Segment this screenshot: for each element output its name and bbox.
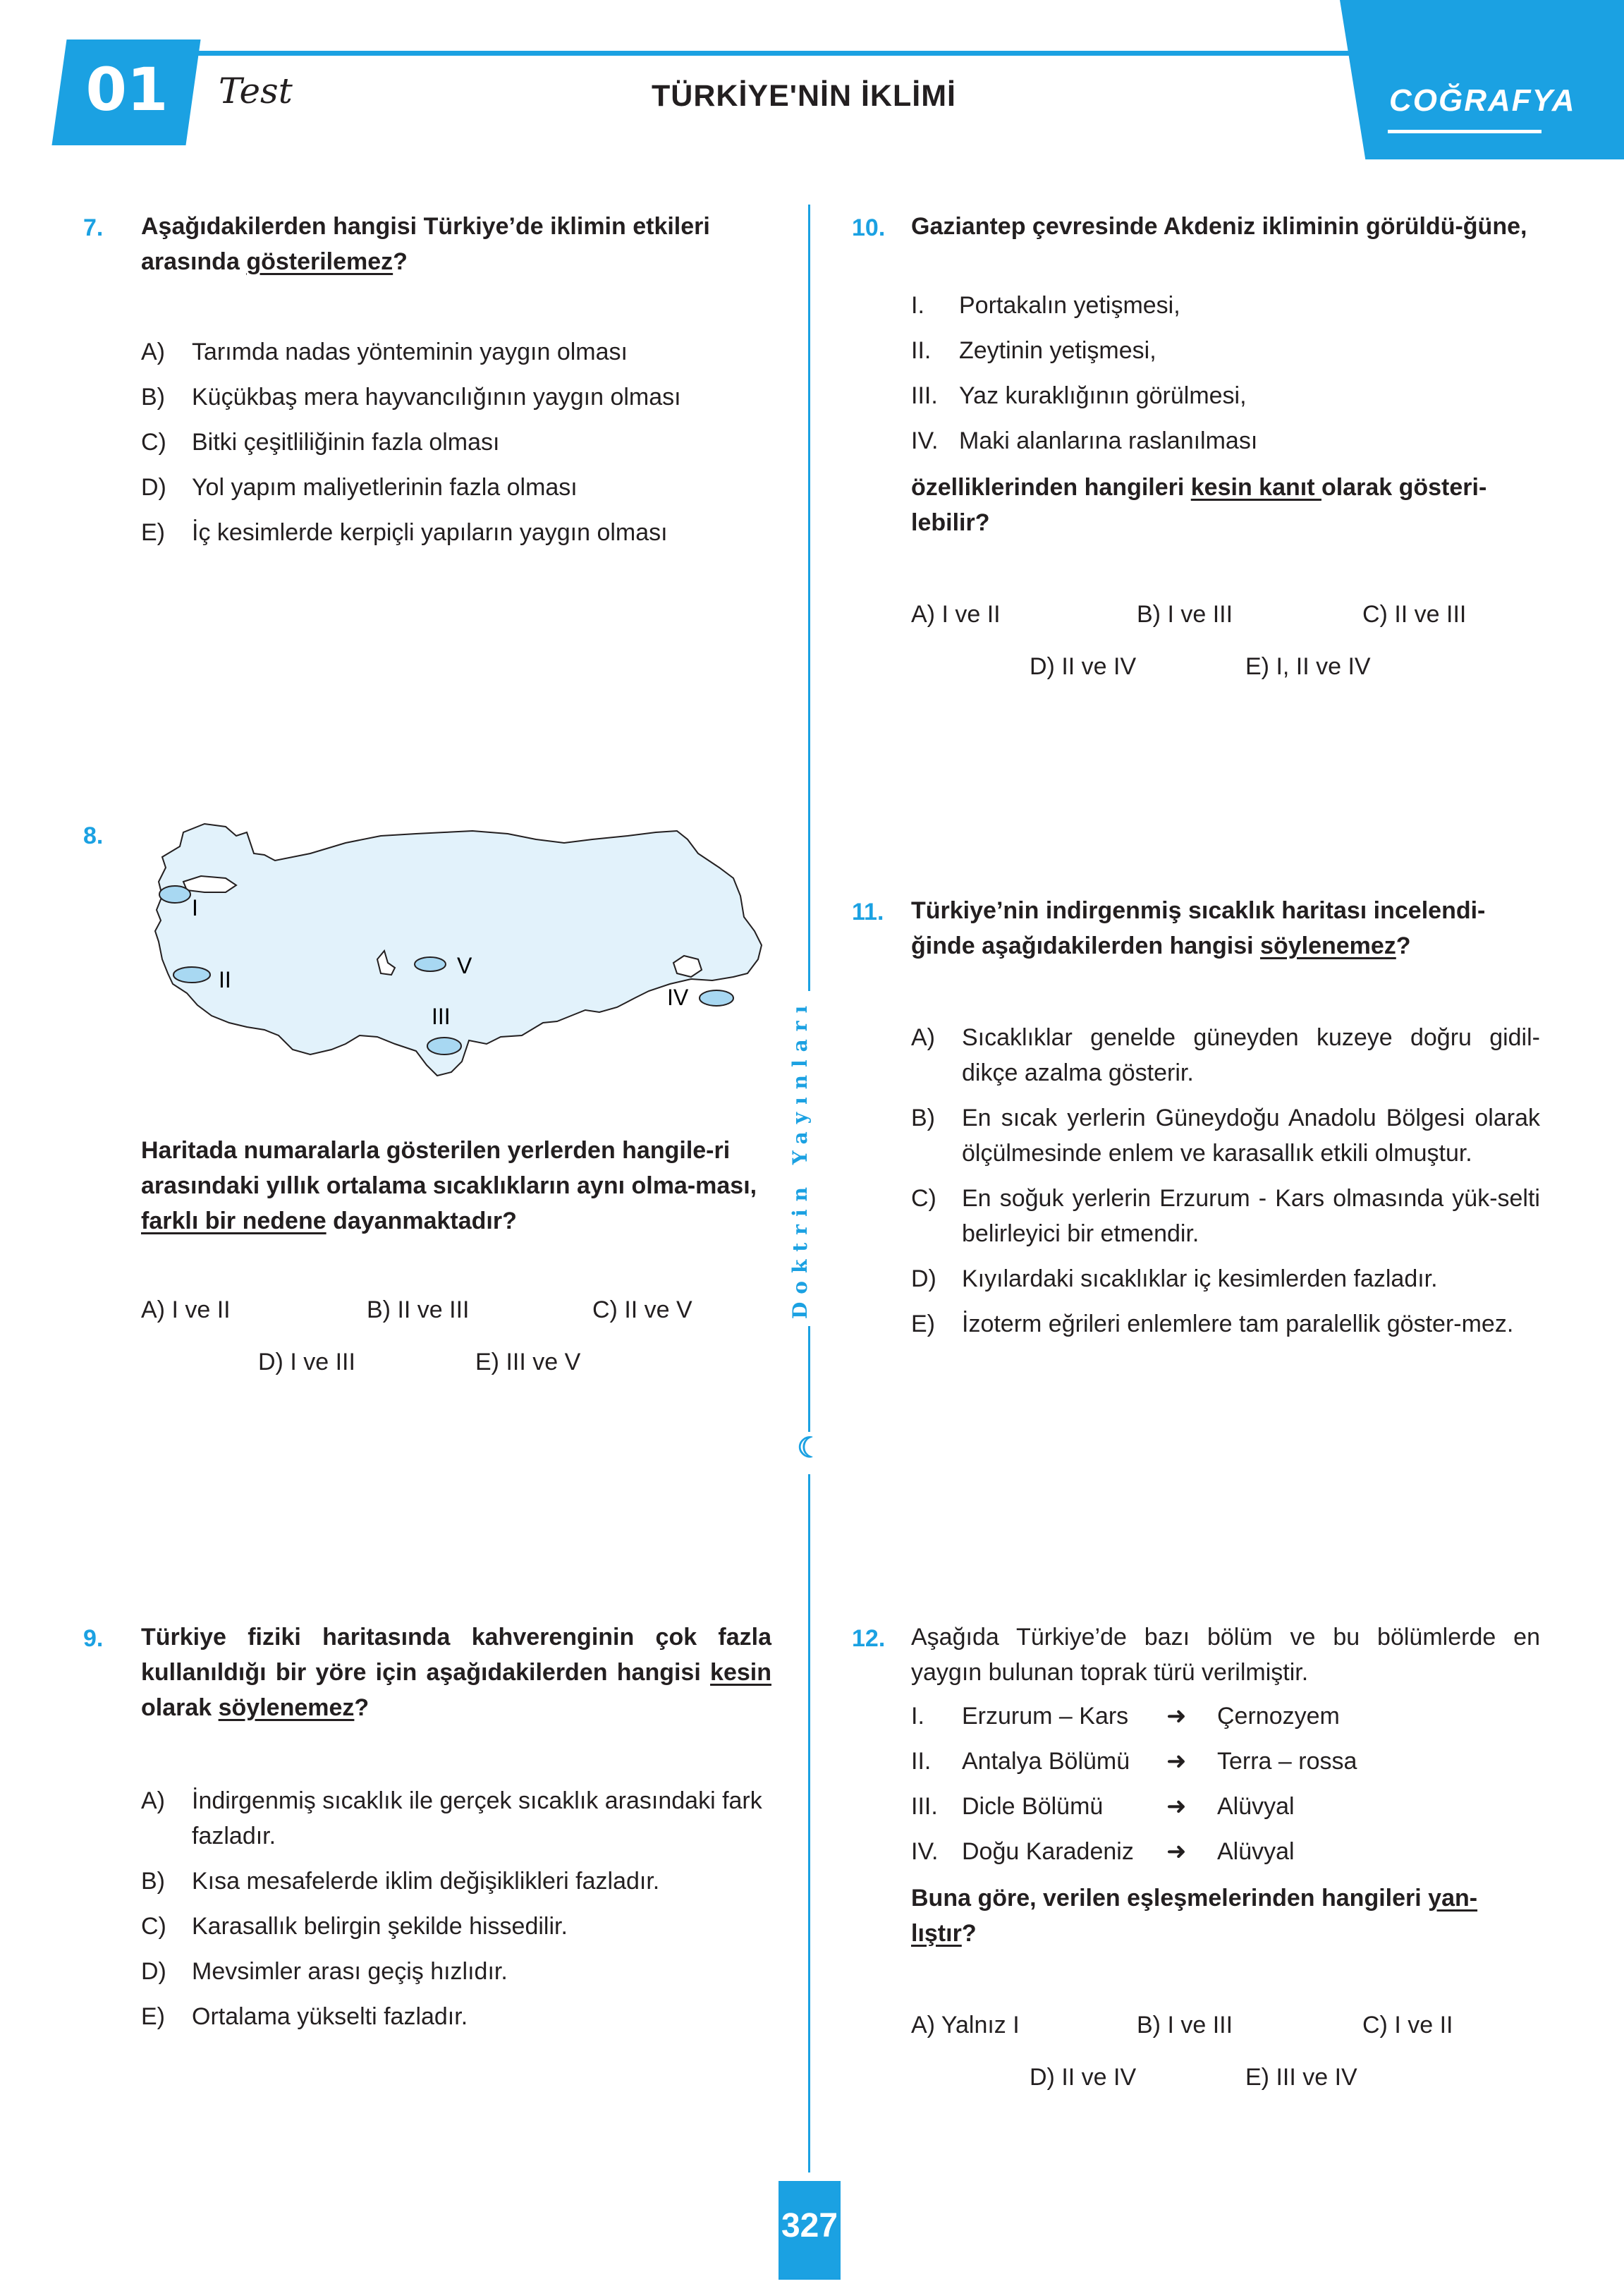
q7-option-d-letter: D) [141, 474, 166, 501]
q9-stem-emphasis-2: söylenemez [218, 1694, 355, 1721]
q7-option-e[interactable] [141, 515, 681, 550]
q11-option-e-letter: E) [911, 1311, 935, 1337]
q12-tail-text: Buna göre, verilen eşleşmelerinden hangileri [911, 1885, 1429, 1912]
subject-underline [1388, 130, 1541, 133]
question-12-stem: Aşağıda Türkiye’de bazı bölüm ve bu bölümlerde en yaygın bulunan toprak türü verilmiştir. [911, 1624, 1540, 1686]
turkey-map-outline [155, 824, 762, 1076]
arrow-right-icon: ➜ [1166, 1793, 1187, 1820]
q8-stem-emphasis: farklı bir nedene [141, 1208, 326, 1234]
question-11-number: 11. [852, 899, 884, 925]
q10-tail-text: özelliklerinden hangileri [911, 474, 1191, 501]
question-12-tail [911, 1880, 1540, 1951]
question-7-stem [141, 209, 771, 279]
map-point-i [159, 886, 190, 903]
q9-stem-middle: olarak [141, 1694, 219, 1721]
q11-option-a-text: Sıcaklıklar genelde güneyden kuzeye doğru gidil-dikçe azalma gösterir. [962, 1024, 1540, 1086]
q7-option-d-text: Yol yapım maliyetlerinin fazla olması [192, 474, 578, 501]
q9-option-e[interactable] [141, 1999, 776, 2034]
question-10-tail [911, 470, 1540, 540]
q9-option-e-text: Ortalama yükselti fazladır. [192, 2003, 468, 2030]
q7-option-e-letter: E) [141, 519, 165, 546]
header-rule [99, 51, 1354, 56]
q11-stem-emphasis: söylenemez [1260, 932, 1396, 959]
q8-stem-end: dayanmaktadır? [326, 1208, 517, 1234]
map-label-ii: II [219, 967, 231, 992]
map-point-ii [173, 967, 210, 983]
map-label-iii: III [432, 1004, 451, 1029]
q12-row-iv-numeral: IV. [911, 1838, 939, 1865]
q9-option-a[interactable] [141, 1783, 776, 1854]
map-point-iii [427, 1038, 461, 1055]
q9-option-d[interactable] [141, 1954, 776, 1989]
question-12-number: 12. [852, 1625, 886, 1652]
q12-row-i-soil: Çernozyem [1217, 1703, 1340, 1730]
page-title: TÜRKİYE'NİN İKLİMİ [652, 79, 956, 113]
q9-stem-end: ? [354, 1694, 370, 1721]
q10-answer-d[interactable]: D) II ve IV [1030, 653, 1137, 680]
q9-stem-emphasis-1: kesin [710, 1659, 771, 1686]
q9-option-e-letter: E) [141, 2003, 165, 2030]
q7-option-e-text: İç kesimlerde kerpiçli yapıların yaygın olması [192, 519, 668, 546]
q10-item-ii-numeral: II. [911, 337, 932, 364]
q8-answer-c[interactable]: C) II ve V [592, 1296, 692, 1323]
q10-answer-a[interactable]: A) I ve II [911, 601, 1001, 628]
q7-option-b-text: Küçükbaş mera hayvancılığının yaygın olması [192, 384, 681, 411]
q12-answer-d[interactable]: D) II ve IV [1030, 2064, 1137, 2091]
q9-option-b-letter: B) [141, 1868, 165, 1895]
question-9-stem [141, 1620, 771, 1725]
q9-option-b[interactable] [141, 1864, 776, 1899]
q9-option-a-text: İndirgenmiş sıcaklık ile gerçek sıcaklık arasındaki fark fazladır. [192, 1787, 762, 1849]
q7-option-c-letter: C) [141, 429, 166, 456]
q12-answer-e[interactable]: E) III ve IV [1245, 2064, 1357, 2091]
q11-stem-text: Türkiye’nin indirgenmiş sıcaklık haritası incelendi-ğinde aşağıdakilerden hangisi [911, 897, 1486, 959]
q7-option-c[interactable] [141, 425, 681, 460]
q12-row-iv [911, 1834, 1357, 1869]
q10-item-i-numeral: I. [911, 292, 924, 319]
q11-stem-end: ? [1396, 932, 1411, 959]
publisher-logo-icon: ☾ [788, 1432, 831, 1474]
q9-option-b-text: Kısa mesafelerde iklim değişiklikleri fazladır. [192, 1868, 660, 1895]
question-10-items [911, 288, 1257, 458]
q11-option-a[interactable] [911, 1020, 1546, 1090]
arrow-right-icon: ➜ [1166, 1748, 1187, 1775]
q9-option-c-letter: C) [141, 1913, 166, 1940]
q11-option-c-letter: C) [911, 1185, 936, 1212]
q11-option-d-letter: D) [911, 1265, 936, 1292]
q10-item-iii-numeral: III. [911, 382, 938, 409]
q12-row-iii [911, 1789, 1357, 1824]
q9-option-d-text: Mevsimler arası geçiş hızlıdır. [192, 1958, 508, 1985]
q12-answer-a[interactable]: A) Yalnız I [911, 2012, 1020, 2038]
question-11-stem [911, 893, 1540, 964]
q10-tail-emphasis: kesin kanıt [1190, 474, 1321, 501]
q10-item-iv [911, 423, 1257, 458]
q11-option-b-letter: B) [911, 1105, 935, 1131]
q9-stem-text: Türkiye fiziki haritasında kahverenginin çok fazla kullanıldığı bir yöre için aşağıdakilerden hangisi [141, 1624, 771, 1686]
q12-row-iv-soil: Alüvyal [1217, 1838, 1295, 1865]
q11-option-d-text: Kıyılardaki sıcaklıklar iç kesimlerden fazladır. [962, 1265, 1438, 1292]
q11-option-d[interactable] [911, 1261, 1546, 1296]
q12-row-iii-soil: Alüvyal [1217, 1793, 1295, 1820]
q11-option-b[interactable] [911, 1100, 1546, 1171]
q7-option-a-letter: A) [141, 339, 165, 365]
q12-row-i-region: Erzurum – Kars [962, 1703, 1129, 1730]
q10-item-iii-text: Yaz kuraklığının görülmesi, [959, 382, 1247, 409]
question-8-stem [141, 1133, 771, 1239]
q10-answer-b[interactable]: B) I ve III [1137, 601, 1233, 628]
q10-item-i-text: Portakalın yetişmesi, [959, 292, 1180, 319]
q8-answer-d[interactable]: D) I ve III [258, 1349, 355, 1375]
q9-option-a-letter: A) [141, 1787, 165, 1814]
q12-row-iii-numeral: III. [911, 1793, 938, 1820]
question-11-options [911, 1020, 1546, 1342]
map-label-iv: IV [667, 985, 689, 1010]
q10-item-iii [911, 378, 1257, 413]
q7-stem-emphasis: gösterilemez [246, 248, 393, 275]
q9-option-c-text: Karasallık belirgin şekilde hissedilir. [192, 1913, 568, 1940]
q12-row-i [911, 1699, 1357, 1734]
map-point-v [415, 957, 446, 971]
q9-option-d-letter: D) [141, 1958, 166, 1985]
q7-option-a-text: Tarımda nadas yönteminin yaygın olması [192, 339, 628, 365]
q8-answer-b[interactable]: B) II ve III [367, 1296, 470, 1323]
turkey-map [141, 811, 769, 1093]
q8-answer-a[interactable]: A) I ve II [141, 1296, 231, 1323]
subject-tab [1340, 0, 1624, 159]
q11-option-a-letter: A) [911, 1024, 935, 1051]
q8-stem-text: Haritada numaralarla gösterilen yerlerden hangile-ri arasındaki yıllık ortalama sıcaklıkların aynı olma-ması, [141, 1137, 757, 1199]
q12-row-i-numeral: I. [911, 1703, 924, 1730]
q11-option-e[interactable] [911, 1306, 1546, 1342]
q11-option-b-text: En sıcak yerlerin Güneydoğu Anadolu Bölgesi olarak ölçülmesinde enlem ve karasallık etkili olmuştur. [962, 1105, 1540, 1167]
q11-option-c-text: En soğuk yerlerin Erzurum - Kars olmasında yük-selti belirleyici bir etmendir. [962, 1185, 1540, 1247]
q12-tail-end: ? [961, 1920, 977, 1947]
q7-stem-text: Aşağıdakilerden hangisi Türkiye’de iklimin etkileri arasında [141, 213, 710, 275]
question-10-stem: Gaziantep çevresinde Akdeniz ikliminin görüldü-ğüne, [911, 213, 1527, 240]
test-label: Test [219, 71, 293, 111]
question-7-options [141, 334, 681, 550]
question-7-number: 7. [83, 214, 104, 241]
question-10-number: 10. [852, 214, 886, 241]
q12-row-iv-region: Doğu Karadeniz [962, 1838, 1134, 1865]
q7-option-d[interactable] [141, 470, 681, 505]
q7-stem-end: ? [393, 248, 408, 275]
question-12-matches [911, 1699, 1357, 1869]
test-number: 01 [85, 55, 169, 124]
map-label-i: I [192, 895, 198, 920]
q12-row-ii [911, 1744, 1357, 1779]
arrow-right-icon: ➜ [1166, 1703, 1187, 1730]
question-9-number: 9. [83, 1625, 104, 1652]
publisher-name: Doktrin Yayınları [788, 991, 812, 1326]
question-9-options [141, 1783, 776, 2034]
q10-answer-c[interactable]: C) II ve III [1362, 601, 1467, 628]
q10-tail-end: olarak gösteri-lebilir? [911, 474, 1487, 536]
q7-option-b[interactable] [141, 379, 681, 415]
q9-option-c[interactable] [141, 1909, 776, 1944]
q11-option-c[interactable] [911, 1181, 1546, 1251]
q10-item-i [911, 288, 1257, 323]
map-point-iv [700, 990, 733, 1006]
q12-row-ii-soil: Terra – rossa [1217, 1748, 1357, 1775]
q7-option-b-letter: B) [141, 384, 165, 411]
q12-answer-b[interactable]: B) I ve III [1137, 2012, 1233, 2038]
q12-row-ii-region: Antalya Bölümü [962, 1748, 1130, 1775]
q7-option-c-text: Bitki çeşitliliğinin fazla olması [192, 429, 500, 456]
map-label-v: V [457, 953, 472, 978]
q11-option-e-text: İzoterm eğrileri enlemlere tam paralellik göster-mez. [962, 1311, 1514, 1337]
q12-row-ii-numeral: II. [911, 1748, 932, 1775]
q10-item-ii-text: Zeytinin yetişmesi, [959, 337, 1156, 364]
arrow-right-icon: ➜ [1166, 1838, 1187, 1865]
q10-item-ii [911, 333, 1257, 368]
q12-row-iii-region: Dicle Bölümü [962, 1793, 1104, 1820]
question-8-number: 8. [83, 822, 104, 849]
q10-item-iv-text: Maki alanlarına raslanılması [959, 427, 1258, 454]
q10-item-iv-numeral: IV. [911, 427, 939, 454]
q7-option-a[interactable] [141, 334, 681, 370]
subject-label: COĞRAFYA [1389, 83, 1576, 118]
q12-tail-emphasis: yan-lıştır [911, 1885, 1478, 1947]
q8-answer-e[interactable]: E) III ve V [475, 1349, 581, 1375]
q12-answer-c[interactable]: C) I ve II [1362, 2012, 1453, 2038]
page-number: 327 [781, 2207, 838, 2244]
q10-answer-e[interactable]: E) I, II ve IV [1245, 653, 1371, 680]
